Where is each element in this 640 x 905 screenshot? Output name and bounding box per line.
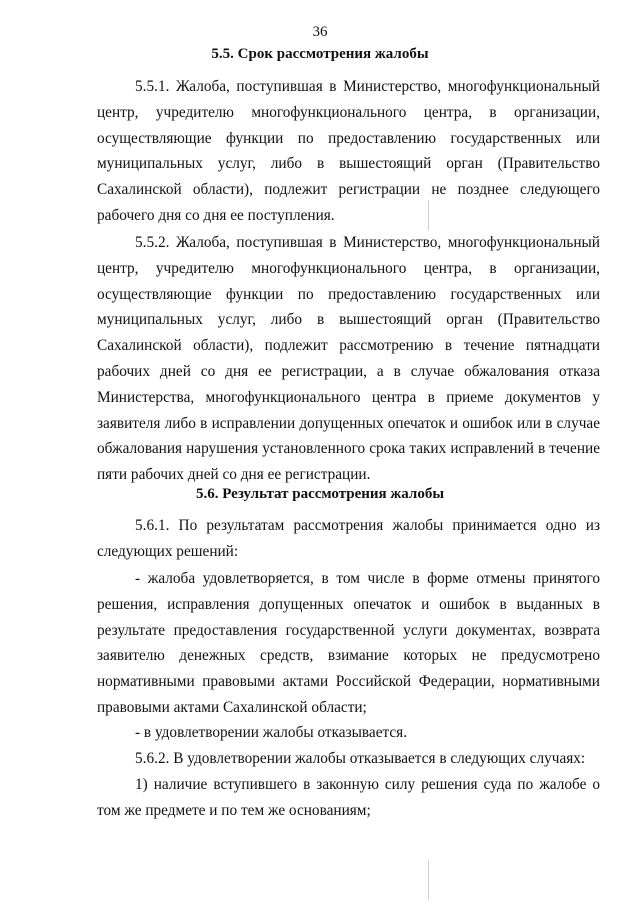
paragraph-5-5-1	[97, 74, 600, 229]
paragraph-text: - в удовлетворении жалобы отказывается.	[135, 724, 408, 741]
paragraph-text: - жалоба удовлетворяется, в том числе в форме отмены принятого решения, исправления допущенных опечаток и ошибок в выданных в результате предоставления государственной услуги документах, возврата заявителю денежных средств, взимание которых не предусмотрено нормативными правовыми актами Российской Федерации, нормативными правовыми актами Сахалинской области;	[97, 570, 600, 716]
section-heading-5-5: 5.5. Срок рассмотрения жалобы	[211, 46, 429, 62]
paragraph-text: 5.5.2. Жалоба, поступившая в Министерство, многофункциональный центр, учредителю многофункционального центра, в организации, осуществляющие функции по предоставлению государственных или муниципальных услуг, либо в вышестоящий орган (Правительство Сахалинской области), подлежит рассмотрению в течение пятнадцати рабочих дней со дня ее регистрации, а в случае обжалования отказа Министерства, многофункционального центра в приеме документов у заявителя либо в исправлении допущенных опечаток и ошибок или в случае обжалования нарушения установленного срока таких исправлений в течение пяти рабочих дней со дня ее регистрации.	[97, 234, 600, 484]
list-item-satisfied	[97, 566, 600, 721]
scan-artifact-line	[428, 200, 429, 230]
list-item-case-1	[97, 772, 600, 824]
paragraph-text: 5.5.1. Жалоба, поступившая в Министерство, многофункциональный центр, учредителю многофункционального центра, в организации, осуществляющие функции по предоставлению государственных или муниципальных услуг, либо в вышестоящий орган (Правительство Сахалинской области), подлежит регистрации не позднее следующего рабочего дня со дня ее поступления.	[97, 78, 600, 224]
paragraph-text: 1) наличие вступившего в законную силу решения суда по жалобе о том же предмете и по тем же основаниям;	[97, 776, 600, 819]
scan-artifact-line	[428, 860, 429, 900]
page-number: 36	[312, 24, 328, 40]
paragraph-5-6-1	[97, 513, 600, 565]
paragraph-5-5-2	[97, 230, 600, 488]
paragraph-5-6-2	[97, 746, 600, 772]
section-heading-5-6: 5.6. Результат рассмотрения жалобы	[195, 486, 445, 502]
list-item-refused	[97, 720, 600, 746]
paragraph-text: 5.6.2. В удовлетворении жалобы отказывается в следующих случаях:	[135, 750, 586, 767]
paragraph-text: 5.6.1. По результатам рассмотрения жалобы принимается одно из следующих решений:	[97, 517, 600, 560]
